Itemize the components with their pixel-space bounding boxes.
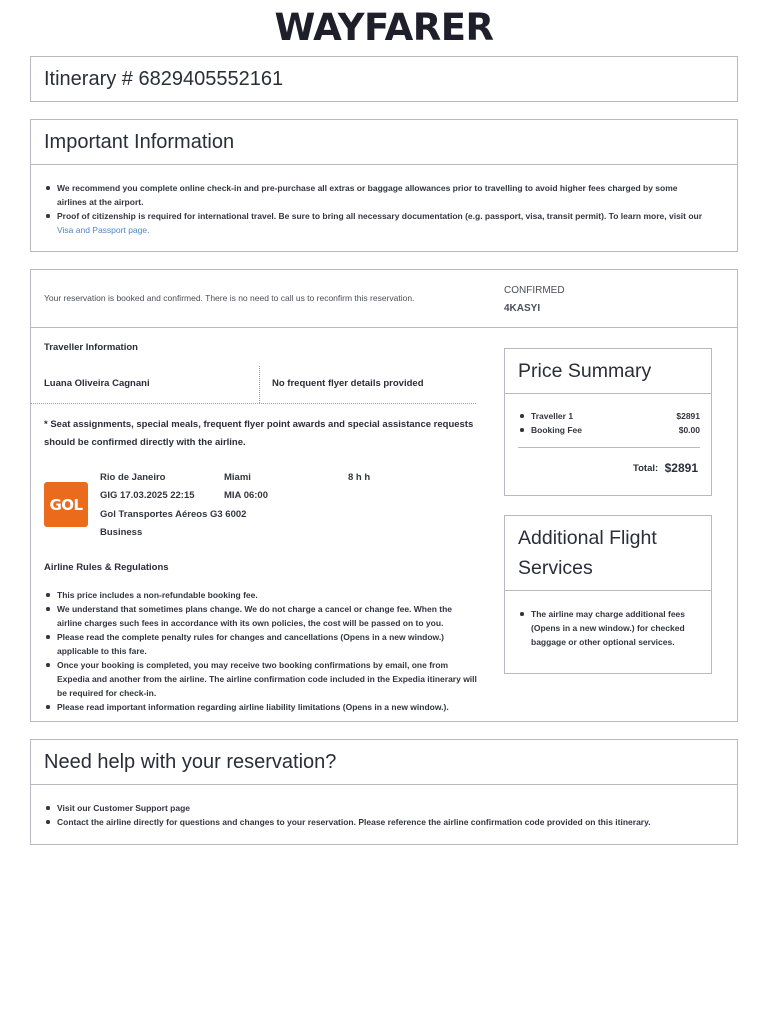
important-information-title: Important Information <box>31 120 737 165</box>
price-rows <box>518 409 700 437</box>
list-item: Contact the airline directly for questions and changes to your reservation. Please reference the airline confirmation code provided on this itinerary. <box>44 815 707 829</box>
list-item <box>44 209 707 237</box>
reservation-status-row <box>31 270 737 328</box>
traveller-section-label: Traveller Information <box>44 342 138 353</box>
customer-support-link[interactable]: Visit our Customer Support page <box>44 801 707 815</box>
total-amount: $2891 <box>664 461 698 475</box>
visa-passport-link[interactable]: Visa and Passport page. <box>57 225 150 235</box>
status-badge: CONFIRMED <box>504 285 565 296</box>
cabin-class: Business <box>100 527 143 538</box>
airline-logo: GOL <box>44 482 88 527</box>
itinerary-header <box>30 56 738 102</box>
list-item: This price includes a non-refundable booking fee. <box>44 588 479 602</box>
confirmation-code: 4KASYI <box>504 303 541 314</box>
traveller-name: Luana Oliveira Cagnani <box>44 378 150 389</box>
reservation-section <box>30 269 738 722</box>
list-item: We understand that sometimes plans change. We do not charge a cancel or change fee. When the airline charges such fees in accordance with its own policies, the cost will be passed on to you. <box>44 602 479 630</box>
list-item: We recommend you complete online check-in and pre-purchase all extras or baggage allowances prior to travelling to avoid higher fees charged by some airlines at the airport. <box>44 181 707 209</box>
price-row-label: Traveller 1 <box>531 411 574 421</box>
brand-logo: WAYFARER <box>274 6 494 49</box>
price-row-label: Booking Fee <box>531 425 583 435</box>
itinerary-title: Itinerary # 6829405552161 <box>44 68 284 90</box>
divider <box>31 403 476 404</box>
price-row-amount: $0.00 <box>678 425 700 435</box>
status-message: Your reservation is booked and confirmed. There is no need to call us to reconfirm this reservation. <box>44 293 415 303</box>
price-row-amount: $2891 <box>676 411 700 421</box>
list-item: The airline may charge additional fees (Opens in a new window.) for checked baggage or other optional services. <box>518 607 698 649</box>
list-item: Please read important information regarding airline liability limitations (Opens in a new window.). <box>44 700 479 714</box>
price-summary-panel <box>504 348 712 496</box>
origin-city: Rio de Janeiro <box>100 472 166 483</box>
list-item: Please read the complete penalty rules for changes and cancellations (Opens in a new window.) applicable to this fare. <box>44 630 479 658</box>
price-row <box>518 409 700 423</box>
divider <box>518 447 700 448</box>
help-section <box>30 739 738 845</box>
total-label: Total: <box>633 463 659 474</box>
list-item: Once your booking is completed, you may receive two booking confirmations by email, one from Expedia and another from the airline. The airline confirmation code included in the Expedia itinerary will be required for check-in. <box>44 658 479 700</box>
departure-info: GIG 17.03.2025 22:15 <box>100 490 195 501</box>
additional-services-panel <box>504 515 712 674</box>
divider <box>259 366 260 403</box>
additional-services-list <box>505 591 711 649</box>
destination-city: Miami <box>224 472 251 483</box>
price-row <box>518 423 700 437</box>
important-information-list <box>31 165 737 237</box>
additional-services-title: Additional Flight Services <box>505 516 711 591</box>
seat-note: * Seat assignments, special meals, frequent flyer point awards and special assistance requests should be confirmed directly with the airline. <box>44 419 474 448</box>
list-item-text: Proof of citizenship is required for international travel. Be sure to bring all necessary documentation (e.g. passport, visa, transit permit). To learn more, visit our <box>57 211 703 221</box>
rules-list <box>44 588 479 714</box>
help-list <box>31 785 737 829</box>
price-summary-title: Price Summary <box>505 349 711 394</box>
flight-duration: 8 h h <box>348 472 371 483</box>
carrier-flight: Gol Transportes Aéreos G3 6002 <box>100 509 247 520</box>
frequent-flyer-status: No frequent flyer details provided <box>272 378 424 389</box>
arrival-info: MIA 06:00 <box>224 490 268 501</box>
rules-title: Airline Rules & Regulations <box>44 562 169 573</box>
important-information-section <box>30 119 738 252</box>
help-title: Need help with your reservation? <box>31 740 737 785</box>
